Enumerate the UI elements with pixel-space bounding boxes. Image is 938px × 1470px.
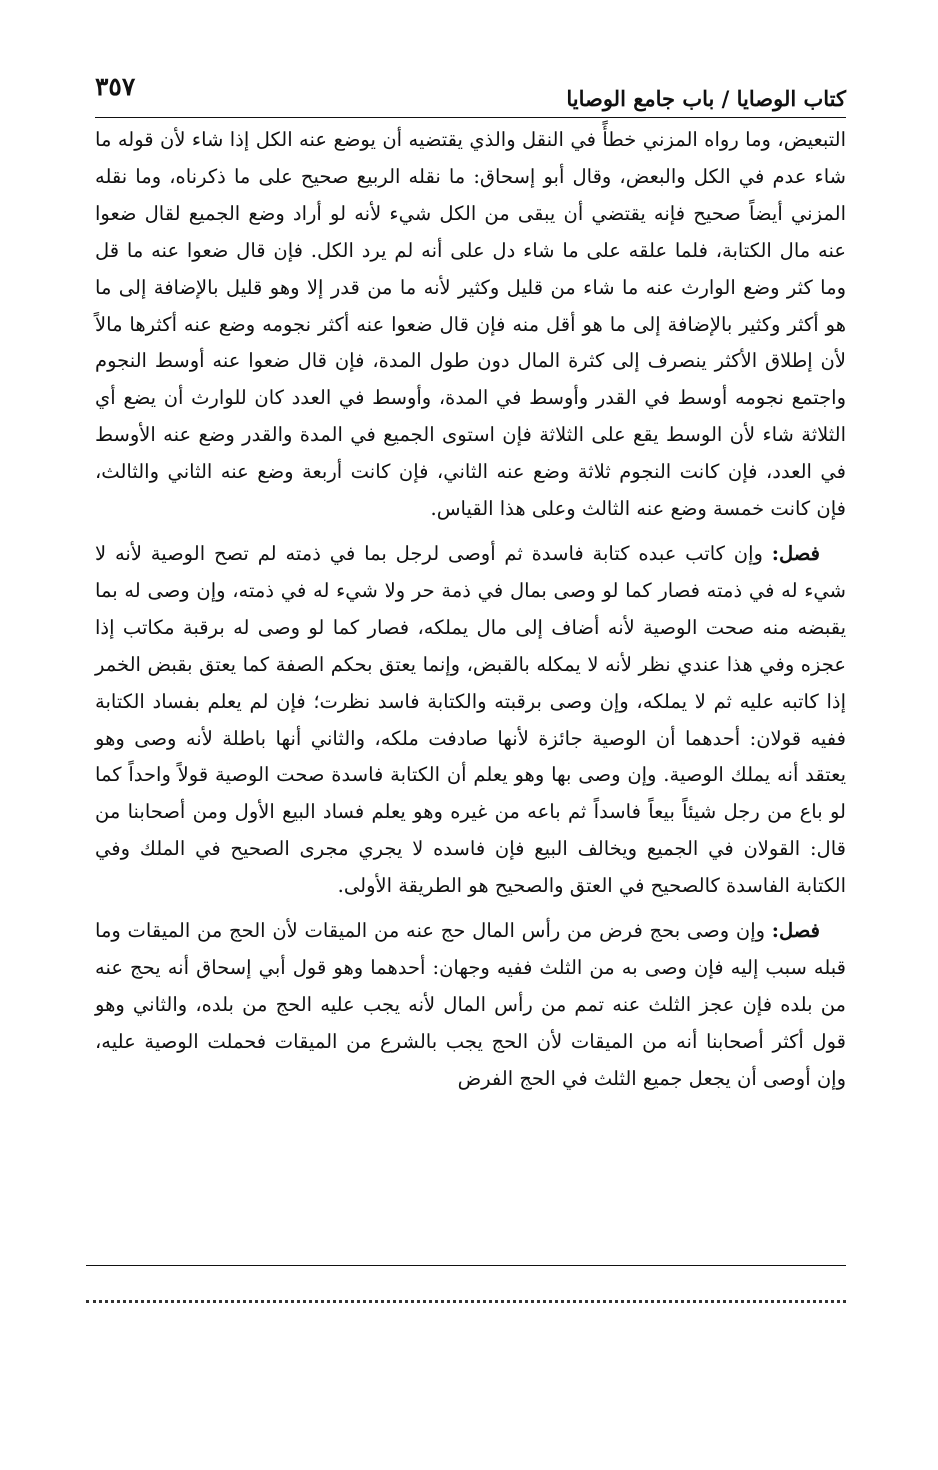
section-label: فصل: bbox=[771, 541, 820, 565]
footnote-divider bbox=[86, 1265, 846, 1266]
running-title: كتاب الوصايا / باب جامع الوصايا bbox=[566, 86, 846, 111]
section-text: وإن كاتب عبده كتابة فاسدة ثم أوصى لرجل بما في ذمته لم تصح الوصية لأنه لا شيء له في ذمته فصار كما لو وصى بمال في ذمة حر ولا شيء له في ذمته، وإن وصى له بما يقبضه منه صحت الوصية لأنه أضاف إلى مال يملكه، فصار كما لو وصى له برقبة مكاتب إذا عجزه وفي هذا عندي نظر لأنه لا يمكله بالقبض، وإنما يعتق بحكم الصفة كما يعتق بقبض الخمر إذا كاتبه عليه ثم لا يملكه، وإن وصى برقبته والكتابة فاسد نظرت؛ فإن لم يعلم بفساد الكتابة ففيه قولان: أحدهما أن الوصية جائزة لأنها صادفت ملكه، والثاني أنها باطلة لأنه وصى وهو يعتقد أنه يملك الوصية. وإن وصى بها وهو يعلم أن الكتابة فاسدة صحت الوصية قولاً واحداً كما لو باع من رجل شيئاً بيعاً فاسداً ثم باعه من غيره وهو يعلم فساد البيع الأول ومن أصحابنا من قال: القولان في الجميع ويخالف البيع فإن فاسده لا يجري مجرى الصحيح في الملك وفي الكتابة الفاسدة كالصحيح في العتق والصحيح هو الطريقة الأولى. bbox=[95, 541, 846, 898]
continuation-paragraph: التبعيض، وما رواه المزني خطأً في النقل والذي يقتضيه أن يوضع عنه الكل إذا شاء لأن قوله ما شاء عدم في الكل والبعض، وقال أبو إسحاق: ما نقله الربيع صحيح على ما ذكرناه، وما نقله المزني أيضاً صحيح فإنه يقتضي أن يبقى من الكل شيء لأنه لو أراد وضع الجميع لقال ضعوا عنه مال الكتابة، فلما علقه على ما شاء دل على أنه لم يرد الكل. فإن قال ضعوا عنه ما قل وما كثر وضع الوارث عنه ما شاء من قليل وكثير لأنه ما من قدر إلا وهو قليل بالإضافة إلى ما هو أكثر وكثير بالإضافة إلى ما هو أقل منه فإن قال ضعوا عنه أكثر نجومه وضع عنه أكثرها مالاً لأن إطلاق الأكثر ينصرف إلى كثرة المال دون طول المدة، فإن قال ضعوا عنه أوسط النجوم واجتمع نجومه أوسط في القدر وأوسط في المدة، وأوسط في العدد كان للوارث أن يضع أي الثلاثة شاء لأن الوسط يقع على الثلاثة فإن استوى الجميع في المدة والقدر وضع عنه الأوسط في العدد، فإن كانت النجوم ثلاثة وضع عنه الثاني، فإن كانت أربعة وضع عنه الثاني والثالث، فإن كانت خمسة وضع عنه الثالث وعلى هذا القياس. bbox=[95, 128, 846, 521]
page-header bbox=[95, 70, 846, 120]
section-label: فصل: bbox=[771, 919, 820, 943]
fasl-paragraph-invalid-kitaba bbox=[95, 536, 846, 905]
dotted-separator bbox=[86, 1300, 846, 1303]
fasl-paragraph-hajj-bequest bbox=[95, 913, 846, 1098]
page-number: ٣٥٧ bbox=[95, 72, 136, 101]
header-divider bbox=[95, 117, 846, 118]
section-text: وإن وصى بحج فرض من رأس المال حج عنه من الميقات لأن الحج من الميقات وما قبله سبب إليه فإن وصى به من الثلث ففيه وجهان: أحدهما وهو قول أبي إسحاق أنه يحج عنه من بلده فإن عجز الثلث عنه تمم من رأس المال لأنه يجب عليه الحج من بلده، والثاني وهو قول أكثر أصحابنا أنه من الميقات لأن الحج يجب بالشرع من الميقات فحملت الوصية عليه، وإن أوصى أن يجعل جميع الثلث في الحج الفرض bbox=[95, 919, 846, 1090]
page-body bbox=[95, 122, 846, 1098]
